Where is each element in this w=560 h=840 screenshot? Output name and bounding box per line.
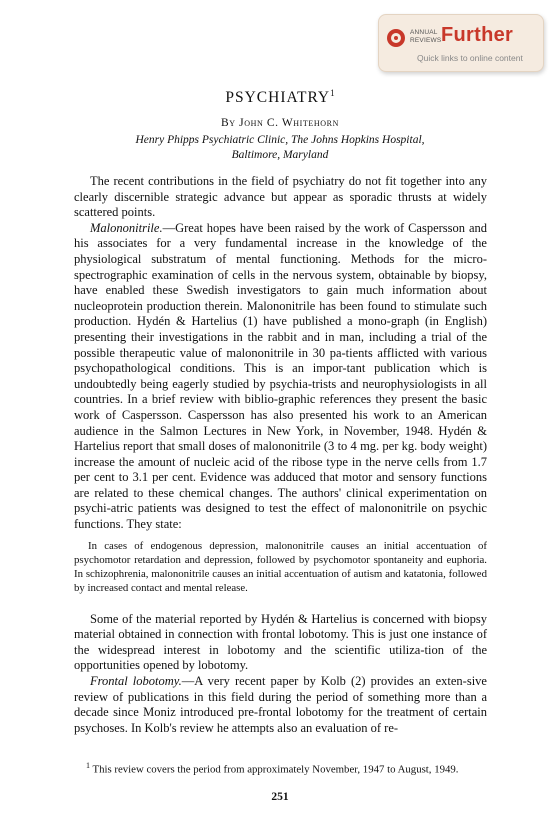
- section-heading-frontal-lobotomy: Frontal lobotomy.: [90, 674, 182, 689]
- quick-links-subtitle: Quick links to online content: [417, 53, 523, 63]
- footnote: [74, 759, 487, 777]
- affiliation-line-1: Henry Phipps Psychiatric Clinic, The Johns Hopkins Hospital,: [135, 134, 425, 146]
- affiliation: [0, 133, 560, 163]
- paragraph-intro: The recent contributions in the field of psychiatry do not fit together into any clearly discernible strategic advance but appear as sporadic thrusts at widely scattered points.: [74, 174, 487, 220]
- paragraph-malononitrile: [74, 221, 487, 533]
- annual-reviews-wordmark: [410, 29, 440, 45]
- footnote-text: This review covers the period from approximately November, 1947 to August, 1949.: [90, 763, 459, 776]
- section-heading-malononitrile: Malononitrile.: [90, 220, 163, 235]
- reviews-label: REVIEWS: [410, 37, 442, 44]
- paragraph-frontal-lobotomy-text: —A very recent paper by Kolb (2) provides an exten-sive review of publications in this field during the period of something more than a decade since Moniz introduced pre-frontal lobotomy for the treatment of certain psychoses. In Kolb's review he attempts also an evaluation of re-: [74, 674, 487, 735]
- title-text: PSYCHIATRY: [225, 89, 331, 107]
- block-quote-text: In cases of endogenous depression, malononitrile causes an initial accentuation of psychomotor retardation and depression, followed by psychomotor spontaneity and euphoria. In schizophrenia, malononitrile causes an initial accentuation of autism and katatonia, followed by increased contact and mental release.: [74, 539, 487, 594]
- annual-label: ANNUAL: [410, 29, 438, 36]
- author-line: [0, 117, 560, 129]
- footnote-mark: 1: [86, 761, 90, 770]
- title-footnote-mark: 1: [330, 88, 335, 98]
- affiliation-line-2: Baltimore, Maryland: [231, 149, 329, 161]
- page-number: 251: [271, 791, 289, 803]
- author-prefix: By: [221, 117, 236, 129]
- annual-reviews-logo-icon: [387, 29, 405, 47]
- article-title: [0, 88, 560, 107]
- paragraph-frontal-lobotomy: [74, 674, 487, 736]
- paragraph-gap: [74, 603, 487, 612]
- author-name: John C. Whitehorn: [239, 117, 339, 129]
- paragraph-malononitrile-text: —Great hopes have been raised by the work of Caspersson and his associates for a very fundamental increase in the knowledge of the physiological substratum of mental functioning. Methods for the micro-spectrographic examination of cells in the nervous system, obtainable by biopsy, have enabled these Swedish investigators to gain much information about nucleoprotein production therein. Malononitrile has been found to stimulate such production. Hydén & Hartelius (1) have published a mono-graph (in English) presenting their investigations in the rabbit and in man, including a trial of the possible therapeutic value of malononitrile in 30 pa-tients afflicted with various psychopathological conditions. This is an impor-tant publication which is undoubtedly being eagerly studied by psychia-trists and neurophysiologists in all countries. In a brief review with biblio-graphic references they present the basic work of Caspersson. Caspersson has also presented his work to an American audience in the Salmon Lectures in New York, in November, 1948. Hydén & Hartelius report that small doses of malononitrile (3 to 4 mg. per kg. body weight) increase the amount of nucleic acid of the ribose type in the nerve cells from 1.7 per cent to 3.1 per cent. Evidence was adduced that motor and sensory functions are related to these chemical changes. The authors' clinical experimentation on psychi-atric patients was designed to test the effect of malononitrile on psychic functions. They state:: [74, 220, 487, 532]
- further-label: Further: [441, 24, 514, 46]
- paragraph-lobotomy-intro: Some of the material reported by Hydén & Hartelius is concerned with biopsy material obtained in connection with frontal lobotomy. This is just one instance of the widespread interest in lobotomy and the scientific utiliza-tion of the opportunities opened by lobotomy.: [74, 611, 487, 673]
- article-body: [74, 174, 487, 736]
- further-quick-links-badge[interactable]: [378, 14, 544, 72]
- block-quote: [74, 539, 487, 595]
